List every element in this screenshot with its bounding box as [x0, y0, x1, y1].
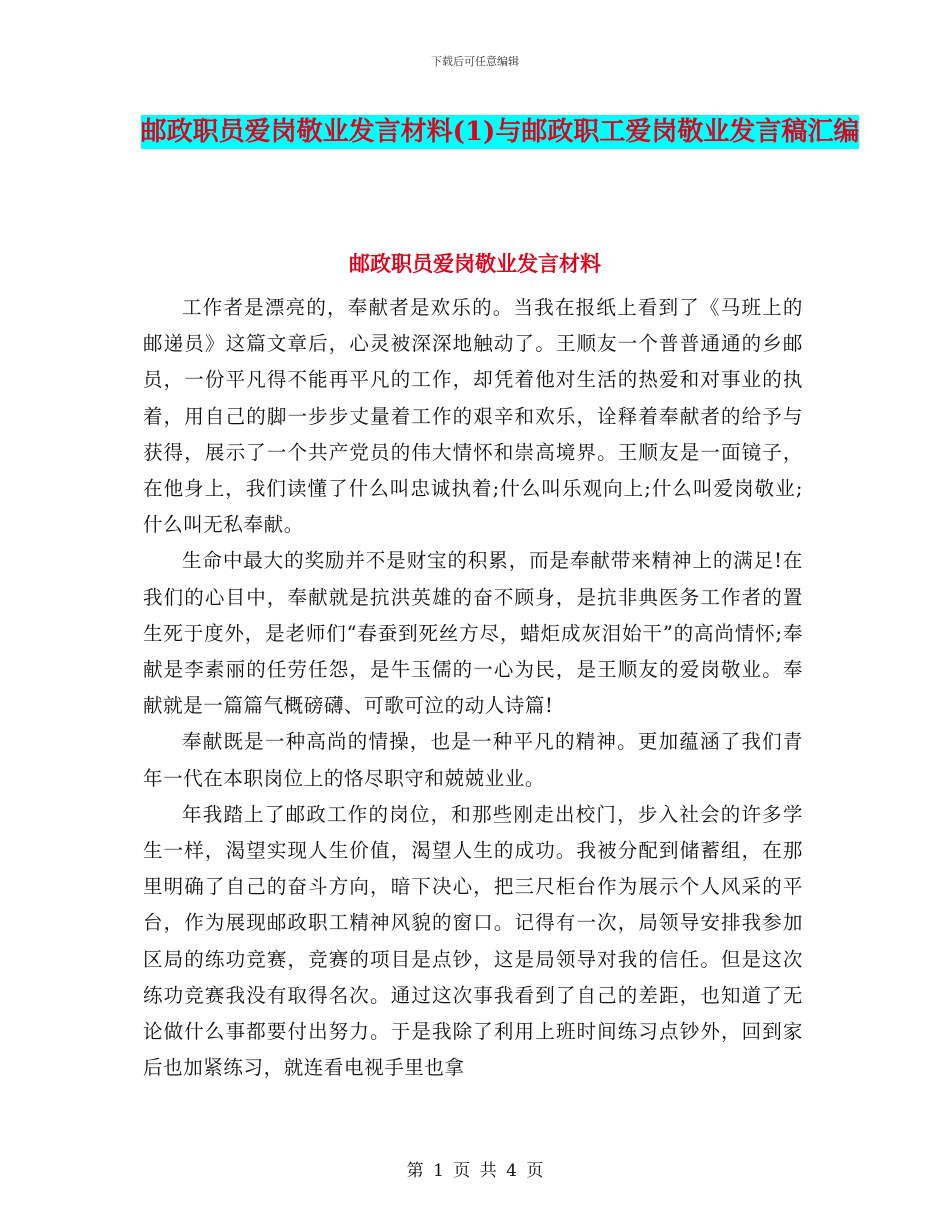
section-title: 邮政职员爱岗敬业发言材料 — [349, 251, 601, 276]
paragraph: 生命中最大的奖励并不是财宝的积累，而是奉献带来精神上的满足!在我们的心目中，奉献就是抗洪英雄的奋不顾身，是抗非典医务工作者的置生死于度外，是老师们“春蚕到死丝方尽，蜡炬成灰泪始干”的高尚情怀;奉献是李素丽的任劳任怨，是牛玉儒的一心为民，是王顺友的爱岗敬业。奉献就是一篇篇气概磅礴、可歌可泣的动人诗篇! — [143, 549, 803, 718]
paragraph: 年我踏上了邮政工作的岗位，和那些刚走出校门，步入社会的许多学生一样，渴望实现人生价值，渴望人生的成功。我被分配到储蓄组，在那里明确了自己的奋斗方向，暗下决心，把三尺柜台作为展示个人风采的平台，作为展现邮政职工精神风貌的窗口。记得有一次，局领导安排我参加区局的练功竞赛，竞赛的项目是点钞，这是局领导对我的信任。但是这次练功竞赛我没有取得名次。通过这次事我看到了自己的差距，也知道了无论做什么事都要付出努力。于是我除了利用上班时间练习点钞外，回到家后也加紧练习，就连看电视手里也拿 — [143, 802, 803, 1080]
header-note: 下载后可任意编辑 — [431, 55, 519, 68]
page-footer: 第 1 页 共 4 页 — [406, 1161, 544, 1181]
document-title — [140, 110, 860, 154]
document-title-text: 邮政职员爱岗敬业发言材料(1)与邮政职工爱岗敬业发言稿汇编 — [140, 117, 860, 147]
body-text — [143, 290, 803, 1086]
paragraph: 奉献既是一种高尚的情操，也是一种平凡的精神。更加蕴涵了我们青年一代在本职岗位上的恪尽职守和兢兢业业。 — [143, 730, 803, 790]
paragraph: 工作者是漂亮的，奉献者是欢乐的。当我在报纸上看到了《马班上的邮递员》这篇文章后，心灵被深深地触动了。王顺友一个普普通通的乡邮员，一份平凡得不能再平凡的工作，却凭着他对生活的热爱和对事业的执着，用自己的脚一步步丈量着工作的艰辛和欢乐，诠释着奉献者的给予与获得，展示了一个共产党员的伟大情怀和崇高境界。王顺友是一面镜子，在他身上，我们读懂了什么叫忠诚执着;什么叫乐观向上;什么叫爱岗敬业;什么叫无私奉献。 — [143, 296, 803, 537]
